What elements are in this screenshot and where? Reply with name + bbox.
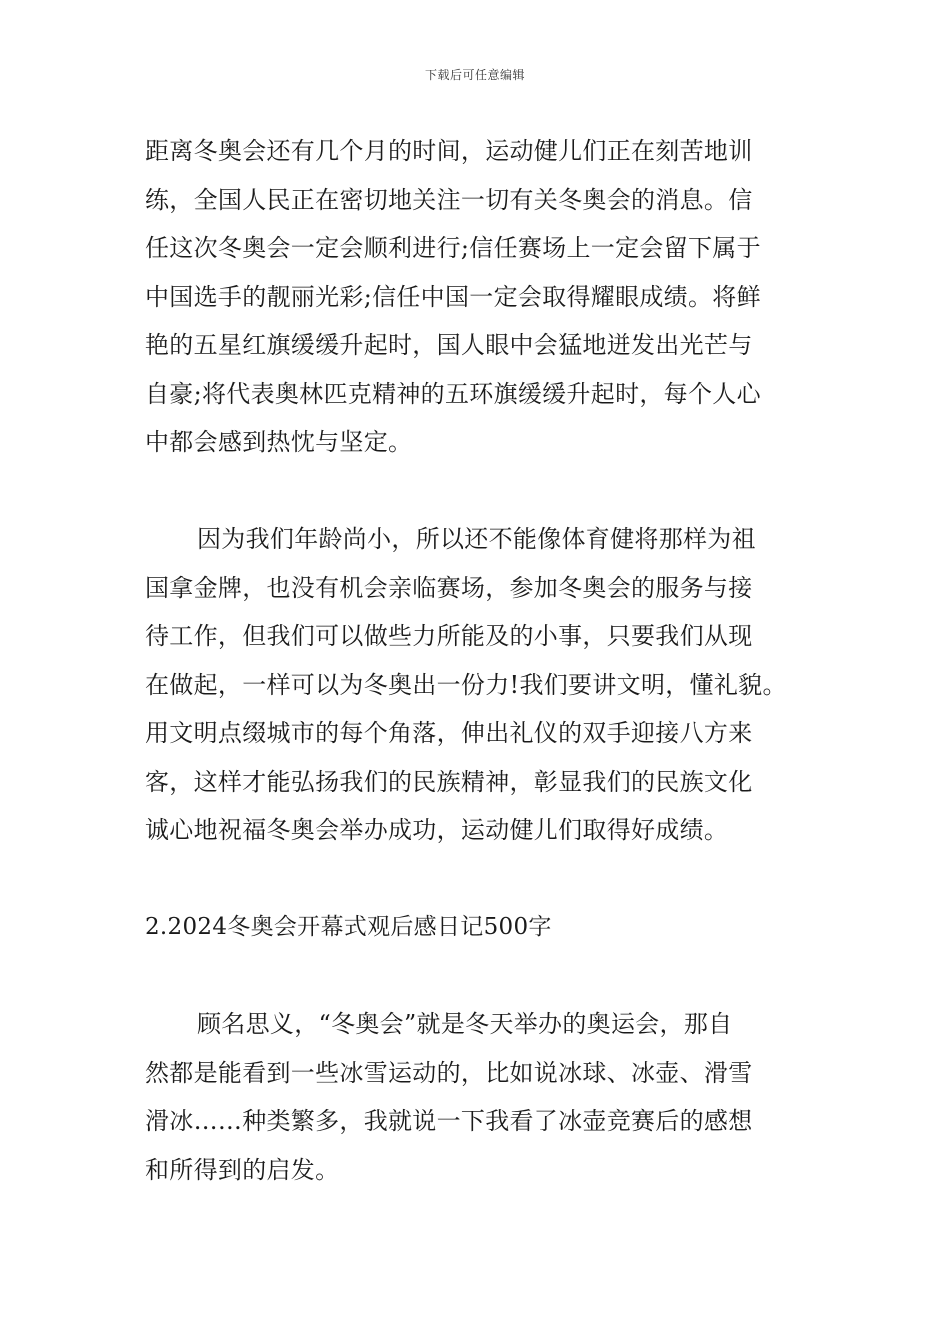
paragraph-line: 任这次冬奥会一定会顺利进行;信任赛场上一定会留下属于 — [145, 234, 761, 262]
section-heading: 2.2024冬奥会开幕式观后感日记500字 — [145, 914, 552, 940]
paragraph-spacer — [145, 467, 817, 516]
paragraph-3 — [145, 1000, 817, 1194]
paragraph-line: 在做起，一样可以为冬奥出一份力!我们要讲文明，懂礼貌。 — [145, 670, 787, 699]
paragraph-line: 中国选手的靓丽光彩;信任中国一定会取得耀眼成绩。将鲜 — [145, 282, 761, 311]
paragraph-2 — [145, 515, 817, 855]
paragraph-line: 因为我们年龄尚小，所以还不能像体育健将那样为祖 — [197, 525, 756, 553]
paragraph-line: 用文明点缀城市的每个角落，伸出礼仪的双手迎接八方来 — [145, 719, 753, 747]
paragraph-line: 中都会感到热忱与坚定。 — [145, 428, 413, 456]
paragraph-1 — [145, 127, 817, 467]
document-body — [145, 127, 817, 1194]
paragraph-line: 顾名思义，“冬奥会”就是冬天举办的奥运会，那自 — [197, 1010, 733, 1038]
page-header: 下载后可任意编辑 — [424, 68, 525, 82]
paragraph-line: 待工作，但我们可以做些力所能及的小事，只要我们从现 — [145, 622, 753, 650]
paragraph-line: 自豪;将代表奥林匹克精神的五环旗缓缓升起时，每个人心 — [145, 379, 761, 408]
paragraph-line: 艳的五星红旗缓缓升起时，国人眼中会猛地迸发出光芒与 — [145, 331, 753, 359]
paragraph-line: 然都是能看到一些冰雪运动的，比如说冰球、冰壶、滑雪 — [145, 1058, 753, 1087]
paragraph-line: 国拿金牌，也没有机会亲临赛场，参加冬奥会的服务与接 — [145, 573, 753, 602]
paragraph-line: 距离冬奥会还有几个月的时间，运动健儿们正在刻苦地训 — [145, 137, 753, 165]
paragraph-spacer — [145, 952, 817, 1001]
paragraph-line: 诚心地祝福冬奥会举办成功，运动健儿们取得好成绩。 — [145, 816, 729, 844]
paragraph-line: 滑冰……种类繁多，我就说一下我看了冰壶竞赛后的感想 — [145, 1107, 753, 1135]
paragraph-line: 客，这样才能弘扬我们的民族精神，彰显我们的民族文化 — [145, 767, 753, 796]
paragraph-spacer — [145, 855, 817, 904]
paragraph-line: 练，全国人民正在密切地关注一切有关冬奥会的消息。信 — [145, 185, 753, 214]
paragraph-line: 和所得到的启发。 — [145, 1155, 340, 1184]
